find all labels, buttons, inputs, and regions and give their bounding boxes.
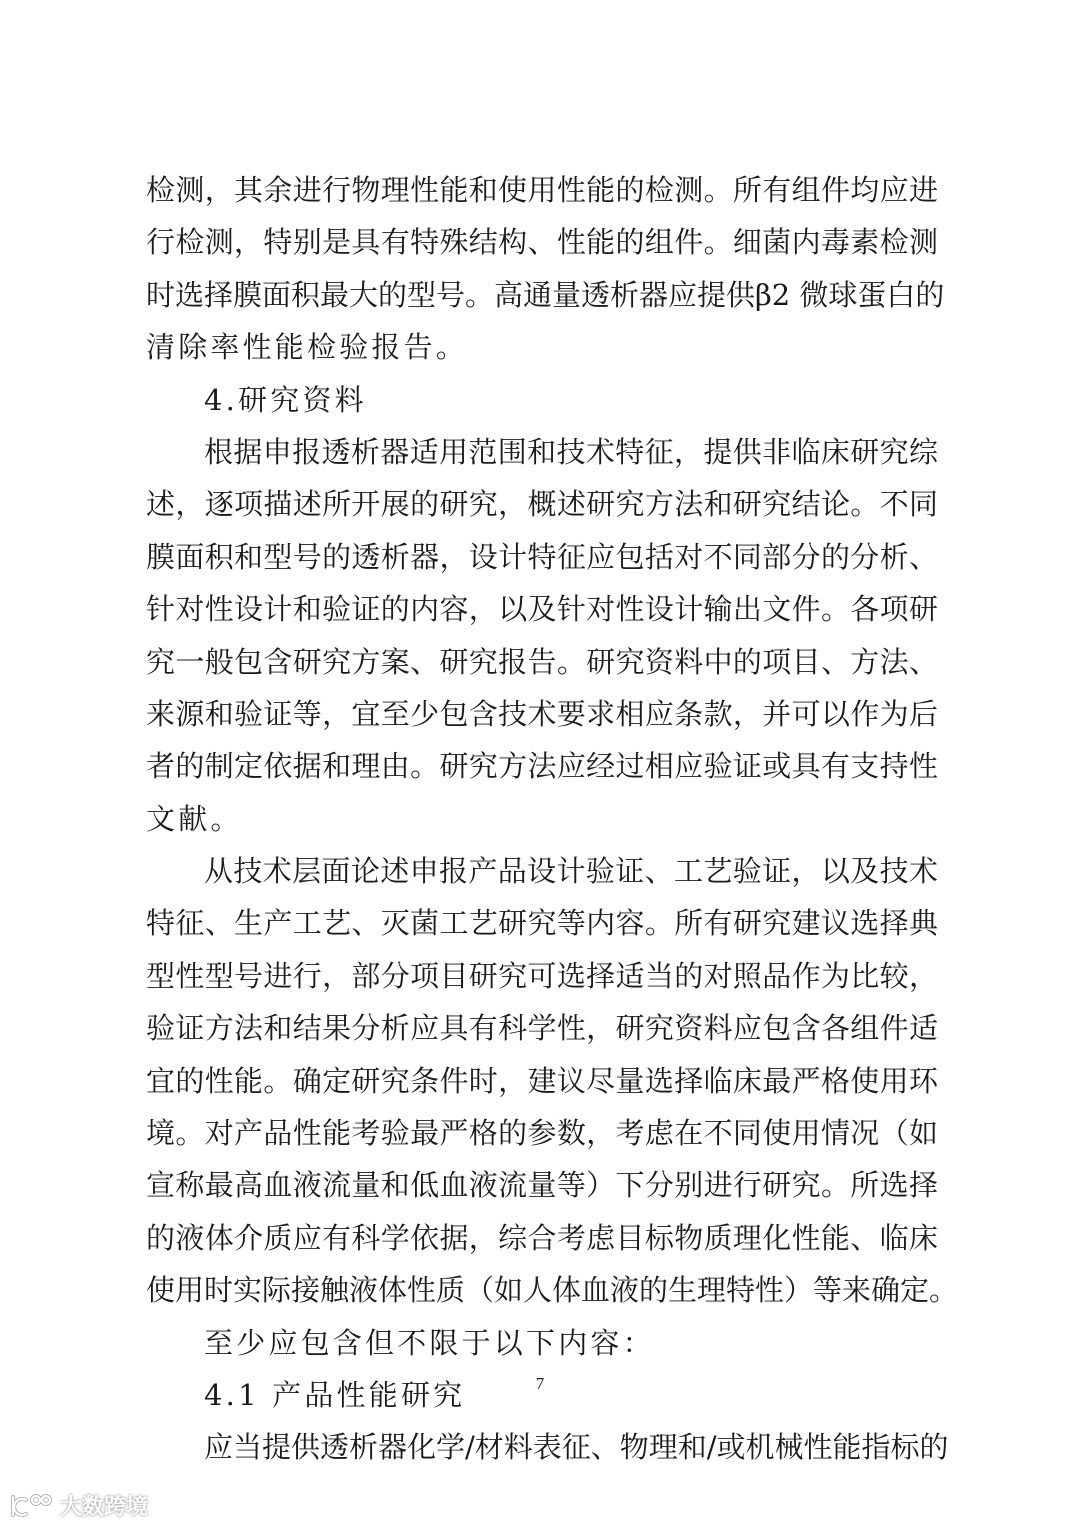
text-line: 宜的性能。确定研究条件时，建议尽量选择临床最严格使用环: [146, 1063, 938, 1098]
page-number: 7: [535, 1374, 545, 1393]
text-line: 清除率性能检验报告。: [146, 330, 469, 365]
text-line: 4.研究资料: [204, 382, 367, 417]
text-line: 究一般包含研究方案、研究报告。研究资料中的项目、方法、: [146, 644, 938, 679]
text-line: 时选择膜面积最大的型号。高通量透析器应提供β2 微球蛋白的: [146, 277, 945, 312]
k100-logo-icon: [8, 1492, 54, 1518]
text-line: 检测，其余进行物理性能和使用性能的检测。所有组件均应进: [146, 173, 938, 207]
text-line: 述，逐项描述所开展的研究，概述研究方法和研究结论。不同: [146, 487, 938, 522]
text-line: 从技术层面论述申报产品设计验证、工艺验证，以及技术: [204, 854, 938, 889]
text-line: 型性型号进行，部分项目研究可选择适当的对照品作为比较，: [146, 958, 938, 993]
text-line: 文献。: [146, 801, 243, 836]
text-line: 境。对产品性能考验最严格的参数，考虑在不同使用情况（如: [146, 1116, 938, 1151]
text-line: 根据申报透析器适用范围和技术特征，提供非临床研究综: [204, 434, 938, 469]
text-line: 特征、生产工艺、灭菌工艺研究等内容。所有研究建议选择典: [146, 906, 938, 941]
text-line: 膜面积和型号的透析器，设计特征应包括对不同部分的分析、: [146, 539, 938, 574]
text-line: 4.1 产品性能研究: [204, 1377, 466, 1412]
text-line: 行检测，特别是具有特殊结构、性能的组件。细菌内毒素检测: [146, 225, 938, 260]
text-line: 宣称最高血液流量和低血液流量等）下分别进行研究。所选择: [146, 1168, 938, 1203]
watermark-text: 大数跨境: [60, 1494, 149, 1520]
body-text: [146, 164, 959, 1474]
text-line: 的液体介质应有科学依据，综合考虑目标物质理化性能、临床: [146, 1220, 938, 1255]
text-line: 来源和验证等，宜至少包含技术要求相应条款，并可以作为后: [146, 696, 938, 731]
watermark: [8, 1490, 148, 1520]
text-line: 针对性设计和验证的内容，以及针对性设计输出文件。各项研: [146, 592, 938, 627]
text-line: 者的制定依据和理由。研究方法应经过相应验证或具有支持性: [146, 749, 938, 784]
text-line: 使用时实际接触液体性质（如人体血液的生理特性）等来确定。: [146, 1273, 959, 1308]
text-line: 至少应包含但不限于以下内容：: [204, 1325, 655, 1360]
text-line: 验证方法和结果分析应具有科学性，研究资料应包含各组件适: [146, 1011, 938, 1046]
text-line: 应当提供透析器化学/材料表征、物理和/或机械性能指标的: [204, 1430, 949, 1465]
